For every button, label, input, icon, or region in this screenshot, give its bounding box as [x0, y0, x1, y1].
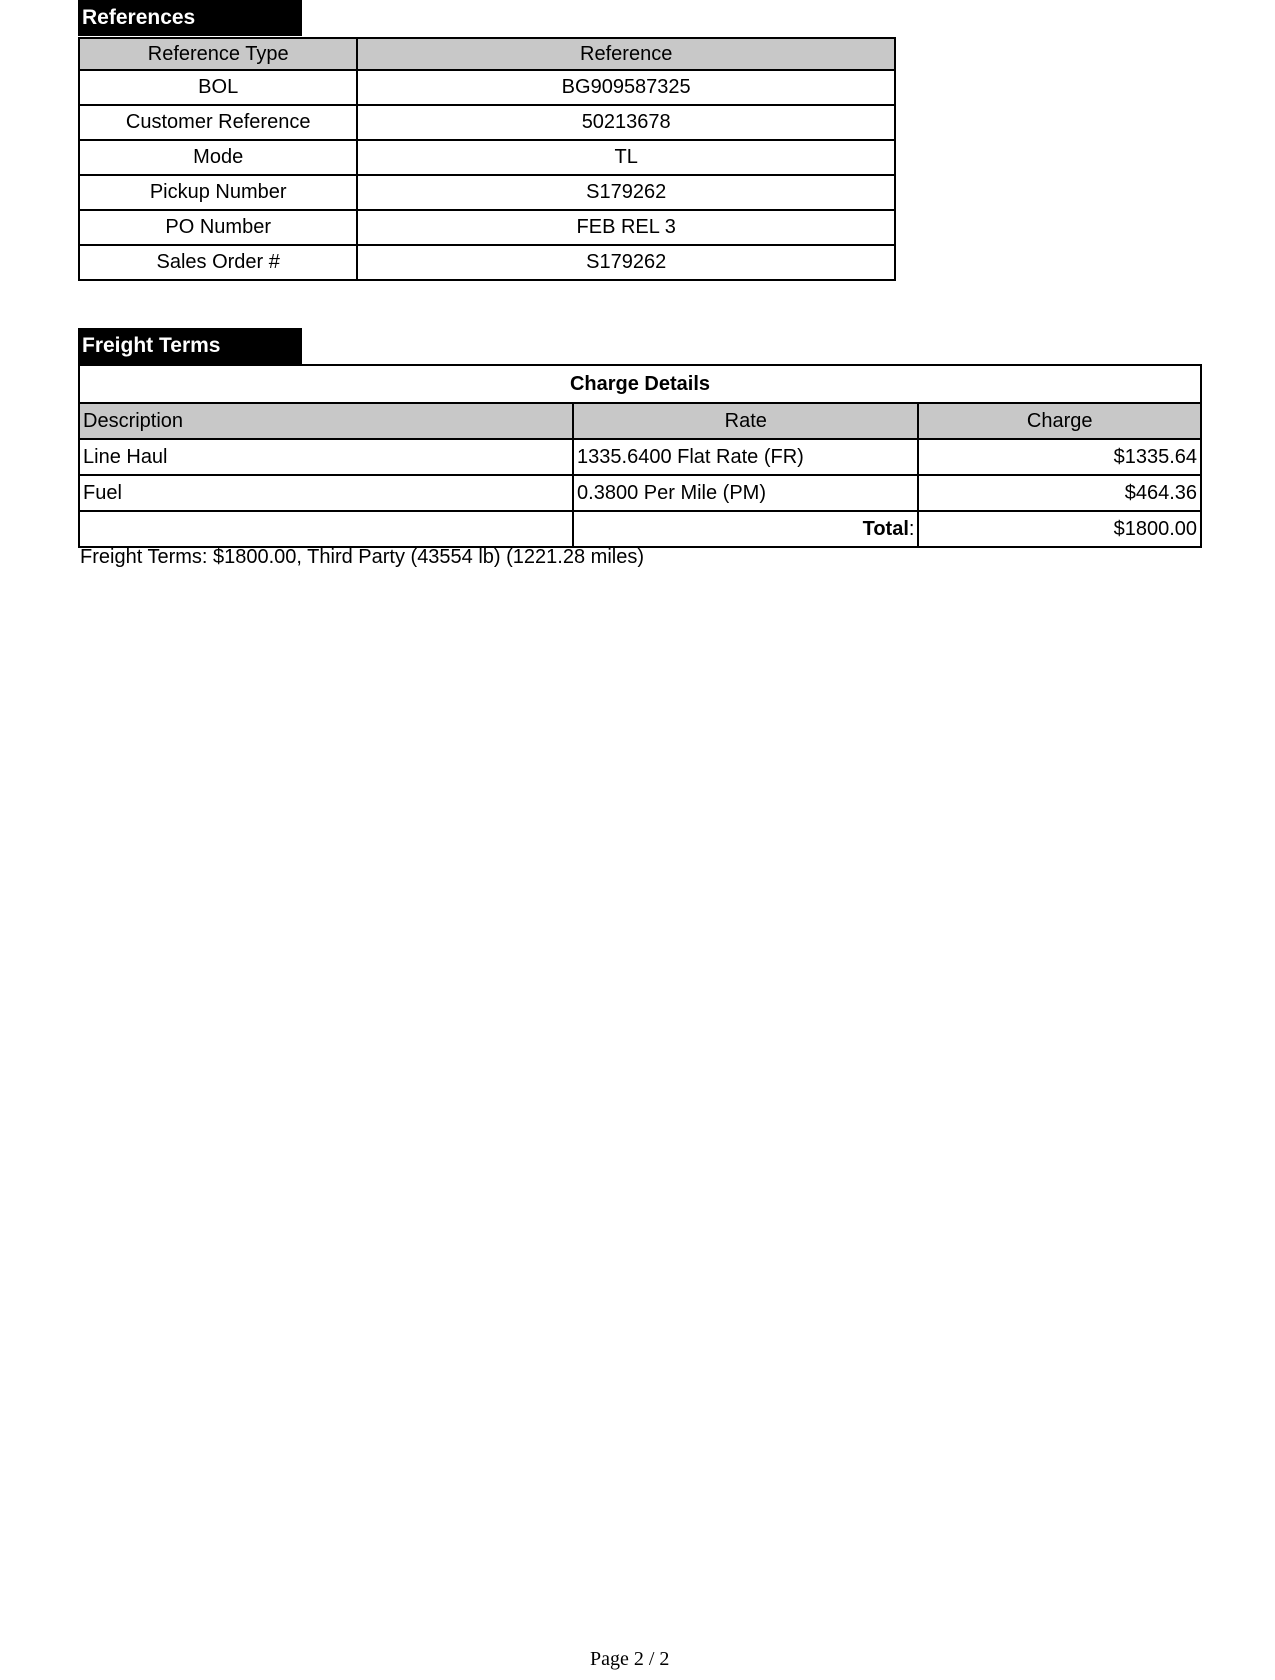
reference-type-cell: Customer Reference: [79, 105, 357, 140]
rate-cell: 1335.6400 Flat Rate (FR): [573, 439, 918, 475]
total-label: Total: [862, 517, 909, 540]
reference-type-cell: BOL: [79, 70, 357, 105]
table-row: [79, 70, 895, 105]
column-header: Rate: [573, 403, 918, 439]
reference-value-cell: S179262: [357, 245, 895, 280]
table-row: [79, 245, 895, 280]
empty-cell: [79, 511, 573, 547]
table-row: [79, 140, 895, 175]
reference-value-cell: FEB REL 3: [357, 210, 895, 245]
rate-cell: 0.3800 Per Mile (PM): [573, 475, 918, 511]
total-row: [79, 511, 1201, 547]
column-header: Reference Type: [79, 38, 357, 70]
total-value-cell: $1800.00: [918, 511, 1201, 547]
reference-type-cell: PO Number: [79, 210, 357, 245]
charge-details-table: [78, 364, 1202, 548]
reference-value-cell: S179262: [357, 175, 895, 210]
freight-terms-note: Freight Terms: $1800.00, Third Party (43554 lb) (1221.28 miles): [80, 546, 644, 568]
table-row: [79, 439, 1201, 475]
reference-value-cell: BG909587325: [357, 70, 895, 105]
column-header: Reference: [357, 38, 895, 70]
table-row: [79, 105, 895, 140]
freight-terms-header: Freight Terms: [78, 328, 302, 364]
references-header: References: [78, 0, 302, 36]
column-header: Description: [79, 403, 573, 439]
reference-type-cell: Mode: [79, 140, 357, 175]
references-table: [78, 37, 896, 281]
table-row: [79, 175, 895, 210]
charge-details-caption-row: [79, 365, 1201, 403]
charge-cell: $1335.64: [918, 439, 1201, 475]
charge-cell: $464.36: [918, 475, 1201, 511]
description-cell: Fuel: [79, 475, 573, 511]
reference-value-cell: TL: [357, 140, 895, 175]
table-row: [79, 210, 895, 245]
charge-header-row: [79, 403, 1201, 439]
total-label-cell: Total:: [573, 511, 918, 547]
charge-details-caption: Charge Details: [79, 365, 1201, 403]
table-row: [79, 475, 1201, 511]
reference-value-cell: 50213678: [357, 105, 895, 140]
column-header: Charge: [918, 403, 1201, 439]
description-cell: Line Haul: [79, 439, 573, 475]
reference-type-cell: Pickup Number: [79, 175, 357, 210]
references-header-row: [79, 38, 895, 70]
reference-type-cell: Sales Order #: [79, 245, 357, 280]
page-number: Page 2 / 2: [590, 1648, 670, 1670]
